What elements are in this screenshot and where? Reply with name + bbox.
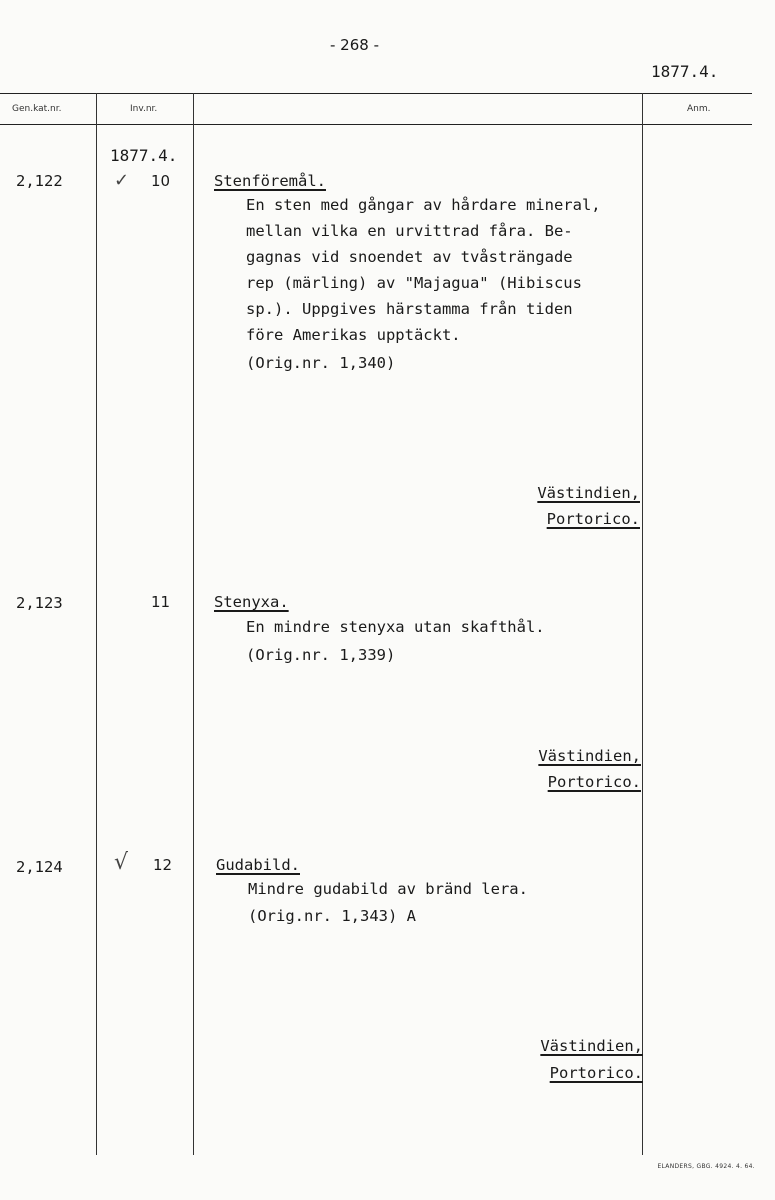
description-line: Mindre gudabild av bränd lera. [248,880,528,898]
inv-number: 10 [151,172,171,190]
gen-kat-number: 2,122 [16,172,63,190]
entry-title: Stenföremål. [214,172,326,190]
location-region: Västindien, [538,747,641,765]
entry-title: Stenyxa. [214,593,289,611]
location-region: Västindien, [537,484,640,502]
column-divider-2 [193,93,194,1155]
orig-number: (Orig.nr. 1,339) [246,646,396,664]
header-bottom-rule [0,124,752,125]
inv-number: 12 [153,856,173,874]
page-number: - 268 - [330,36,379,54]
check-mark: ✓ [114,170,130,191]
description-line: sp.). Uppgives härstamma från tiden [246,300,573,318]
column-divider-3 [642,93,643,1155]
location-region: Västindien, [540,1037,643,1055]
location-place: Portorico. [546,510,640,528]
header-date: 1877.4. [651,62,719,81]
description-line: rep (märling) av "Majagua" (Hibiscus [246,274,582,292]
printer-mark: ELANDERS, GBG. 4924. 4. 64. [657,1163,755,1170]
date-group: 1877.4. [110,146,178,165]
description-line: En mindre stenyxa utan skafthål. [246,618,545,636]
inv-number: 11 [151,593,171,611]
description-line: mellan vilka en urvittrad fåra. Be- [246,222,573,240]
orig-number: (Orig.nr. 1,340) [246,354,396,372]
column-header-anm: Anm. [687,104,711,114]
entry-title: Gudabild. [216,856,300,874]
description-line: En sten med gångar av hårdare mineral, [246,196,601,214]
orig-number: (Orig.nr. 1,343) A [248,907,416,925]
column-divider-1 [96,93,97,1155]
gen-kat-number: 2,123 [16,594,63,612]
gen-kat-number: 2,124 [16,858,63,876]
column-header-gen-kat: Gen.kat.nr. [12,104,62,114]
location-place: Portorico. [547,773,641,791]
column-header-inv: Inv.nr. [130,104,158,114]
header-top-rule [0,93,752,94]
description-line: före Amerikas upptäckt. [246,326,461,344]
check-mark: √ [114,850,129,875]
description-line: gagnas vid snoendet av tvåsträngade [246,248,573,266]
location-place: Portorico. [549,1064,643,1082]
